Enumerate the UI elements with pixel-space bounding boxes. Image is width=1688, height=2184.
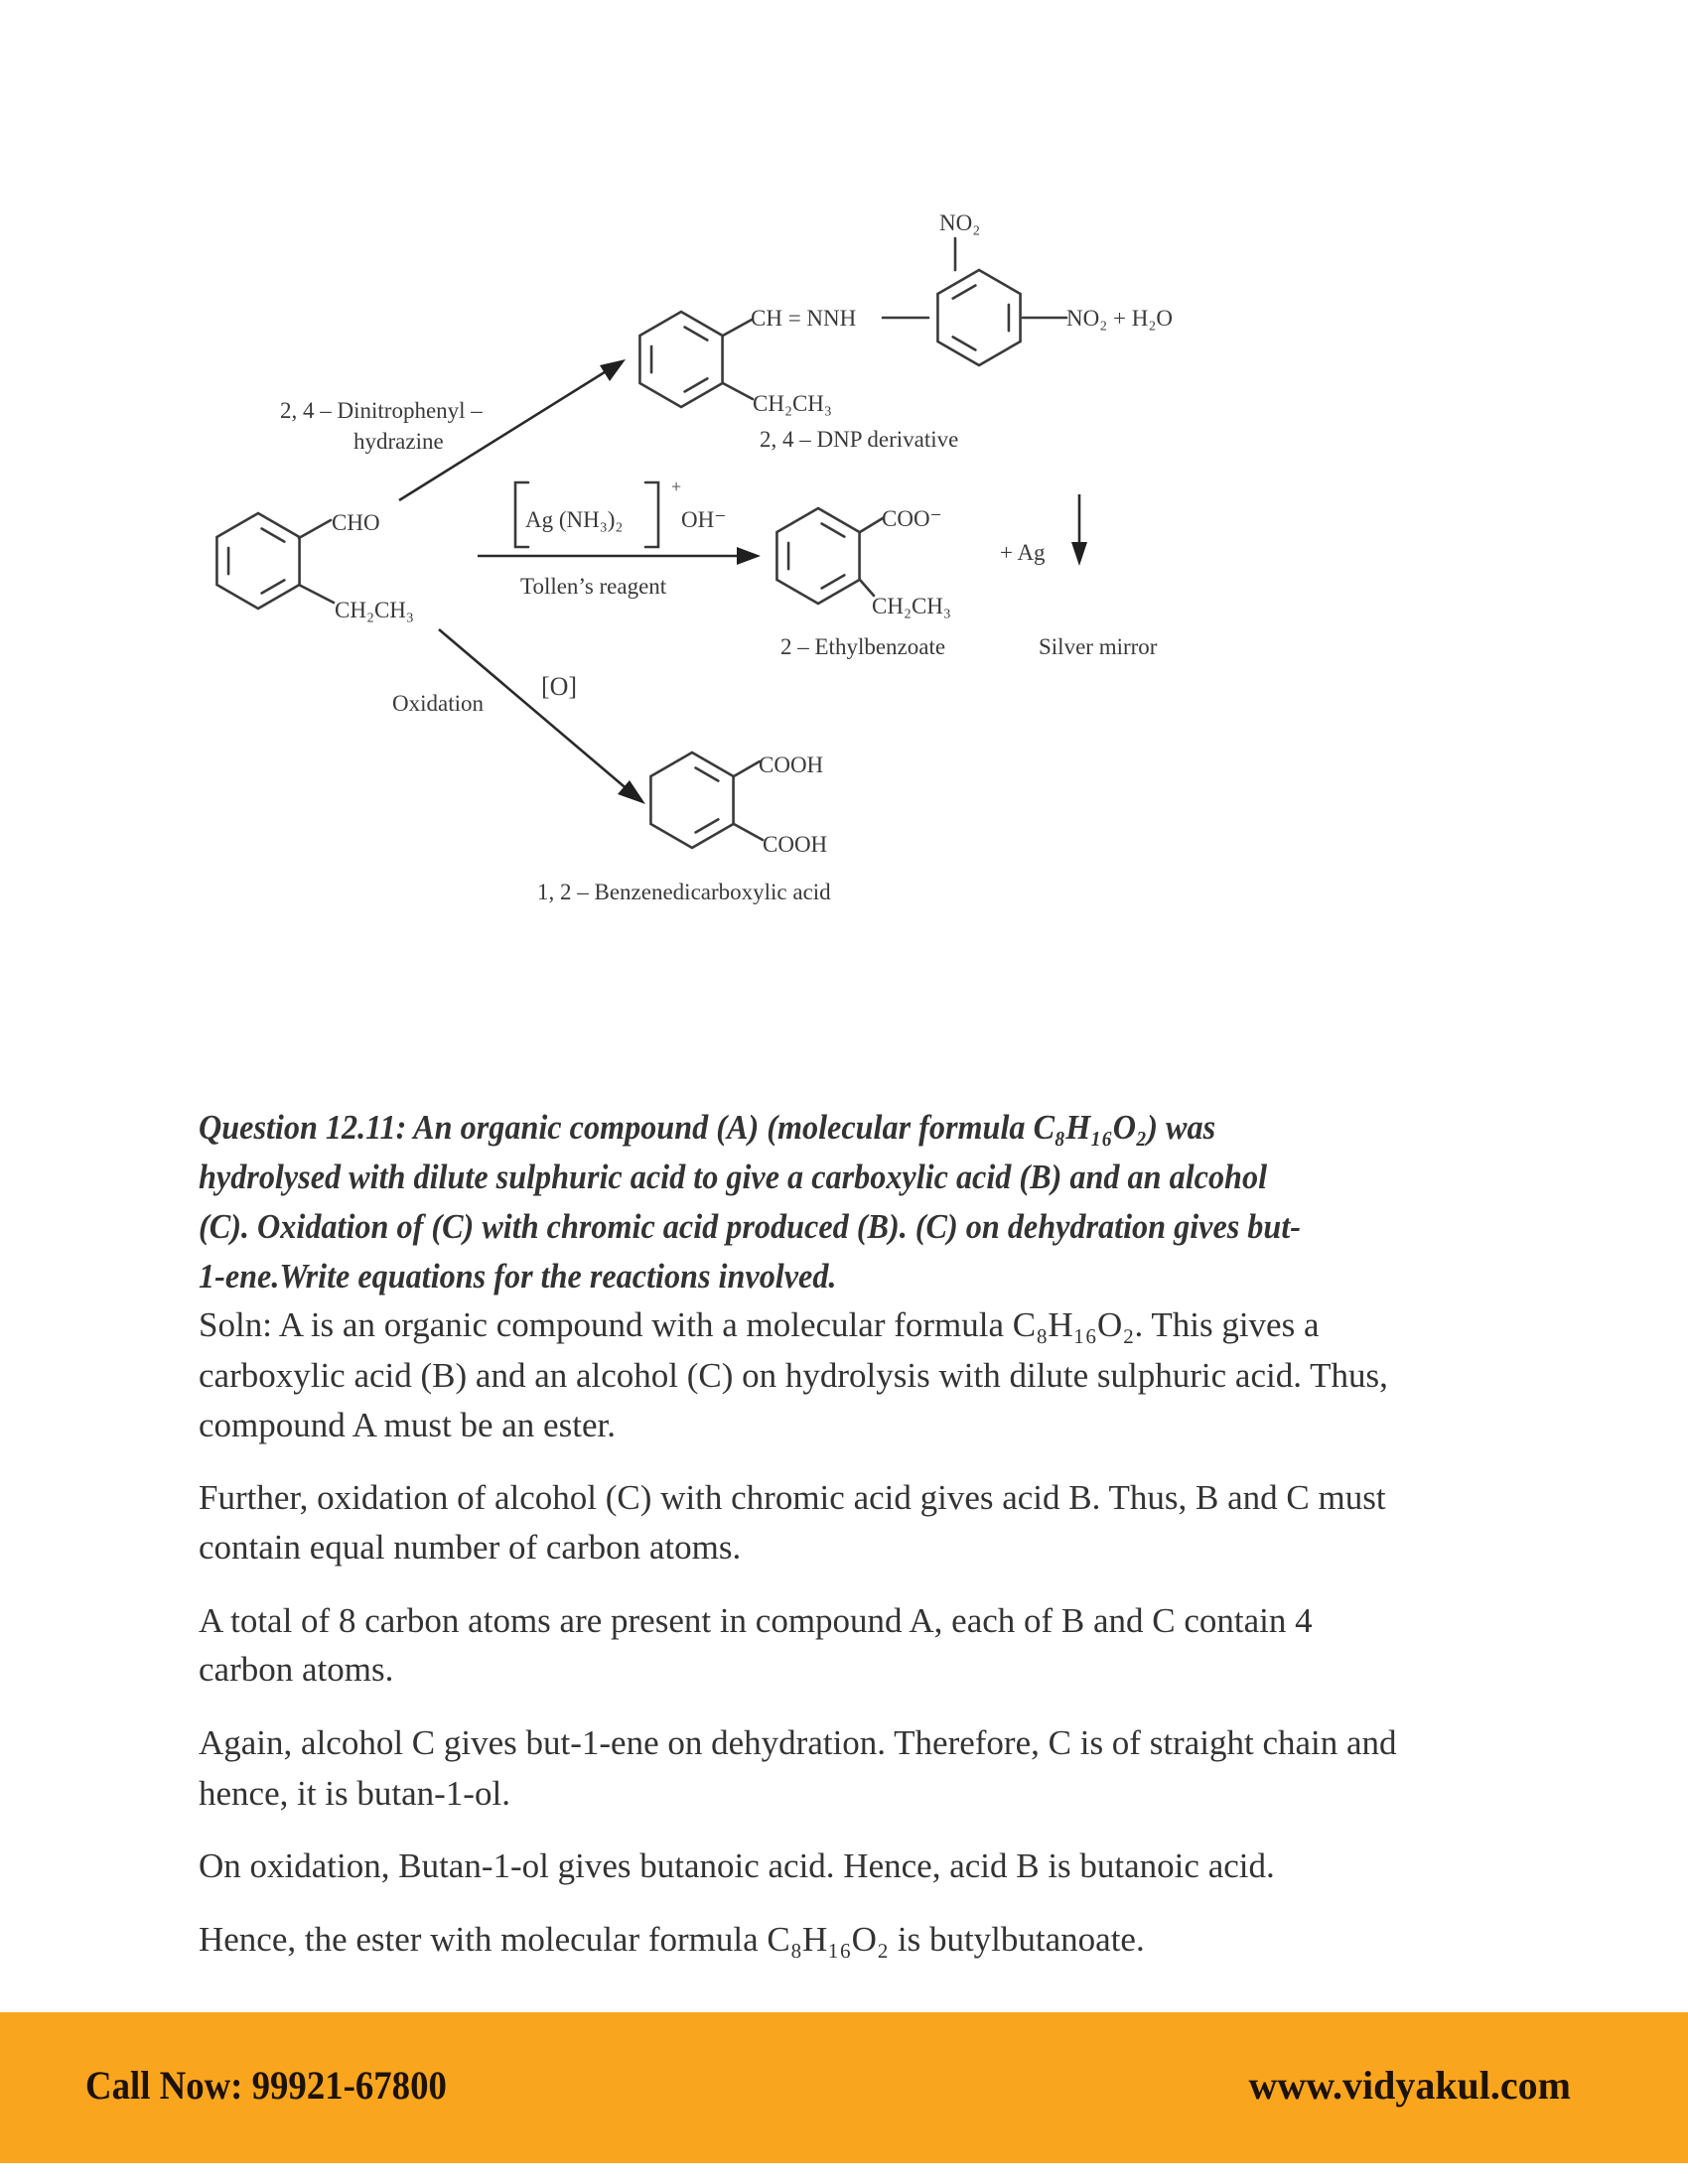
benzene-ring-benzoate — [776, 508, 859, 604]
oxidant-label: [O] — [541, 672, 578, 701]
website-link[interactable]: www.vidyakul.com — [1248, 2063, 1571, 2108]
nitro-top-label: NO₂ — [939, 210, 981, 235]
dnph-arrow-head — [600, 359, 626, 381]
start-ethyl-label: CH₂CH₃ — [335, 598, 414, 622]
oxidation-label: Oxidation — [392, 691, 484, 716]
solution-line: On oxidation, Butan-1-ol gives butanoic acid. Hence, acid B is butanoic acid. — [199, 1846, 1275, 1885]
ring-double-bond — [696, 819, 719, 832]
bracket-right — [645, 482, 658, 547]
benzene-ring-start — [216, 513, 299, 609]
solution-line: carbon atoms. — [199, 1650, 394, 1689]
dnph-reagent-label-2: hydrazine — [353, 429, 444, 454]
call-now-phone[interactable]: Call Now: 99921-67800 — [85, 2063, 447, 2108]
ring-double-bond — [685, 328, 708, 341]
benzoate-ethyl-label: CH₂CH₃ — [872, 594, 951, 618]
solution-line: Further, oxidation of alcohol (C) with chromic acid gives acid B. Thus, B and C must — [199, 1478, 1386, 1517]
dnp-ethyl-label: CH₂CH₃ — [753, 391, 832, 416]
benzene-ring-acid — [650, 752, 733, 848]
dnp-derivative-name: 2, 4 – DNP derivative — [760, 427, 959, 452]
bond-cooh-bottom — [734, 824, 763, 840]
solution-line: contain equal number of carbon atoms. — [199, 1528, 742, 1567]
nitro-right-water-label: NO₂ + H₂O — [1066, 306, 1173, 331]
question-line: (C). Oxidation of (C) with chromic acid produced (B). (C) on dehydration gives but- — [199, 1207, 1301, 1246]
tollens-arrow-head — [737, 547, 761, 565]
reaction-scheme-diagram — [0, 0, 1688, 993]
ring-double-bond — [822, 524, 845, 537]
bond-dnp-ethyl — [723, 383, 753, 399]
acid-cooh-bottom-label: COOH — [763, 832, 828, 857]
question-line: Question 12.11: An organic compound (A) (molecular formula C₈H₁₆O₂) was — [199, 1108, 1216, 1147]
solution-line: hence, it is butan-1-ol. — [199, 1774, 510, 1813]
bond-coo — [860, 518, 883, 532]
bond-cooh-top — [734, 761, 760, 776]
ring-double-bond — [953, 286, 976, 299]
acid-cooh-top-label: COOH — [759, 752, 824, 777]
ring-double-bond — [262, 580, 285, 593]
question-line: hydrolysed with dilute sulphuric acid to give a carboxylic acid (B) and an alcohol — [199, 1158, 1268, 1196]
footer-banner — [0, 2012, 1688, 2163]
solution-line: A total of 8 carbon atoms are present in compound A, each of B and C contain 4 — [199, 1601, 1313, 1640]
ring-outline — [650, 752, 733, 848]
ring-double-bond — [953, 337, 976, 349]
bond-ethyl — [299, 585, 334, 603]
tollens-reagent-label: Tollen’s reagent — [520, 574, 667, 599]
bond-ch-nnh — [723, 320, 752, 336]
ethylbenzoate-name: 2 – Ethylbenzoate — [780, 634, 946, 659]
bond-cho — [299, 520, 331, 538]
ring-double-bond — [696, 768, 719, 781]
tollens-charge-label: + — [671, 477, 682, 496]
solution-line: Again, alcohol C gives but-1-ene on dehydration. Therefore, C is of straight chain and — [199, 1723, 1397, 1762]
tollens-anion-label: OH⁻ — [681, 507, 727, 532]
nitro-benzene-ring — [937, 270, 1020, 365]
solution-line: compound A must be an ester. — [199, 1406, 616, 1444]
silver-mirror-label: Silver mirror — [1039, 634, 1158, 659]
benzoate-coo-label: COO⁻ — [882, 506, 942, 531]
silver-plus-label: + Ag — [1000, 540, 1046, 565]
question-line: 1-ene.Write equations for the reactions involved. — [199, 1257, 837, 1296]
benzenedicarboxylic-acid-name: 1, 2 – Benzenedicarboxylic acid — [537, 880, 831, 904]
solution-line: Hence, the ester with molecular formula C₈H₁₆O₂ is butylbutanoate. — [199, 1920, 1145, 1959]
dnph-reagent-label-1: 2, 4 – Dinitrophenyl – — [280, 398, 483, 423]
ring-double-bond — [262, 529, 285, 542]
solution-line: Soln: A is an organic compound with a molecular formula C₈H₁₆O₂. This gives a — [199, 1305, 1320, 1344]
dnp-ch-nnh-label: CH = NNH — [751, 306, 857, 331]
ring-double-bond — [685, 378, 708, 391]
start-cho-label: CHO — [332, 510, 380, 535]
solution-line: carboxylic acid (B) and an alcohol (C) on hydrolysis with dilute sulphuric acid. Thus, — [199, 1356, 1388, 1395]
ring-double-bond — [822, 575, 845, 588]
precipitate-arrow-icon — [1071, 542, 1087, 566]
tollens-complex-label: Ag (NH₃)₂ — [525, 507, 624, 532]
benzene-ring-dnp — [639, 312, 722, 407]
